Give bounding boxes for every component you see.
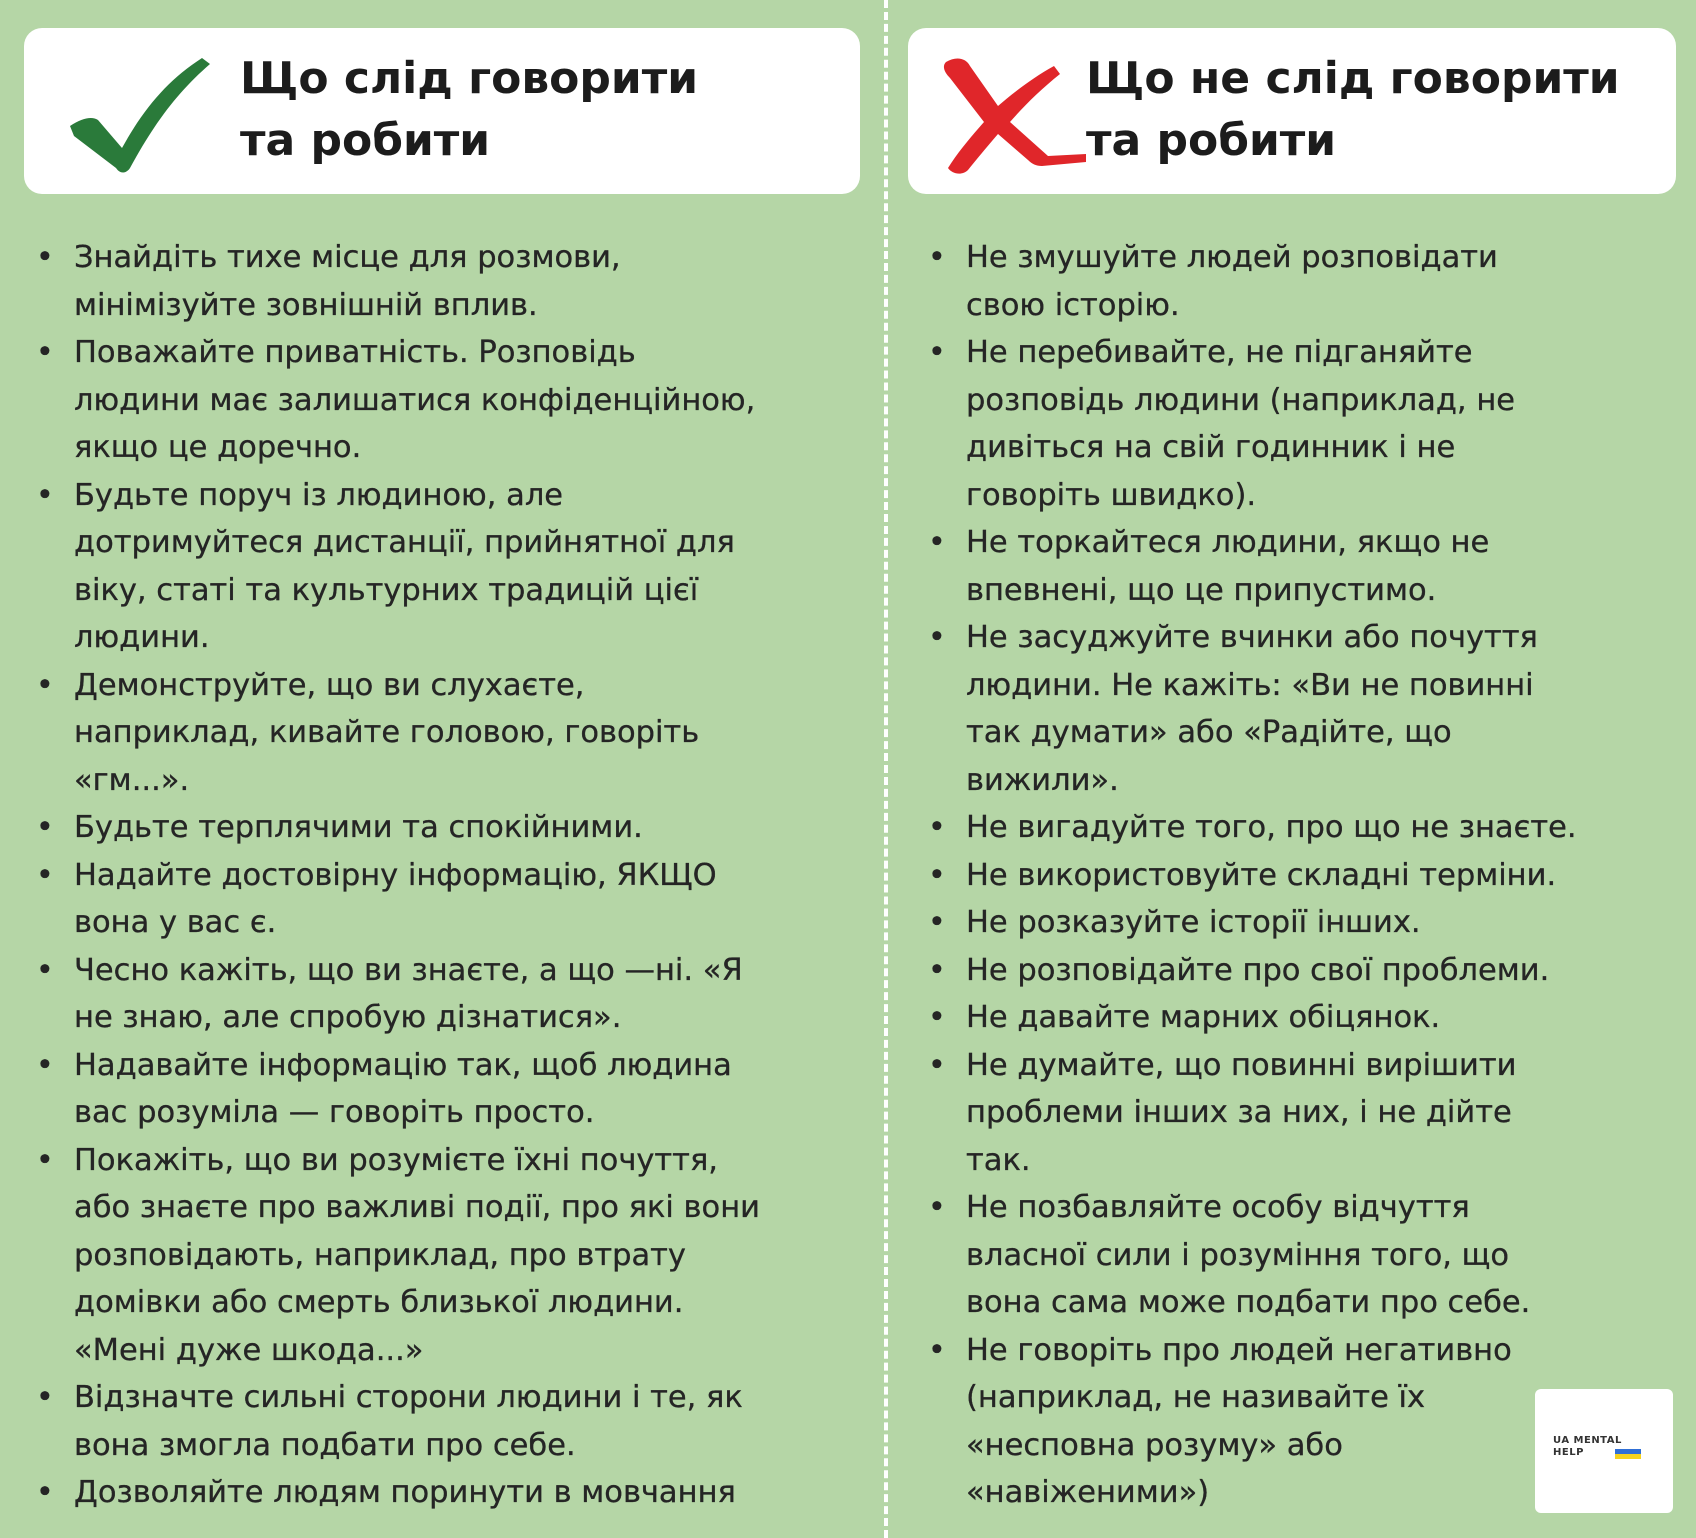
do-item-text: Надайте достовірну інформацію, ЯКЩО вона у вас є.: [74, 857, 717, 940]
do-item: [30, 1042, 860, 1137]
do-item-text: Демонструйте, що ви слухаєте, наприклад, кивайте головою, говоріть «гм...».: [74, 667, 700, 798]
dont-item-text: Не змушуйте людей розповідати свою історію.: [966, 240, 1498, 323]
do-item-text: Дозволяйте людям поринути в мовчання: [74, 1475, 736, 1510]
dont-item: [922, 804, 1676, 852]
dont-item: [922, 899, 1676, 947]
bullet-icon: •: [36, 240, 54, 275]
dont-item-text: Не говоріть про людей негативно (наприклад, не називайте їх «несповна розуму» або «навіженими»): [966, 1332, 1512, 1510]
bullet-icon: •: [36, 952, 54, 988]
do-item: [30, 1137, 860, 1375]
do-item: [30, 662, 860, 805]
dont-item: [922, 852, 1676, 900]
dont-item: [922, 519, 1676, 614]
bullet-icon: •: [928, 240, 946, 275]
dont-item: [922, 234, 1676, 329]
dont-list: [922, 234, 1676, 1517]
do-item-text: Надавайте інформацію так, щоб людина вас розуміла — говоріть просто.: [74, 1047, 732, 1130]
dont-item-text: Не позбавляйте особу відчуття власної сили і розуміння того, що вона сама може подбати про себе.: [966, 1190, 1531, 1320]
column-divider: [884, 0, 888, 1538]
dont-item-text: Не думайте, що повинні вирішити проблеми інших за них, і не дійте так.: [966, 1047, 1517, 1178]
do-title: Що слід говорити та робити: [240, 53, 699, 166]
logo-text: UA MENTAL HELP: [1553, 1435, 1622, 1458]
do-list: [30, 234, 860, 1517]
dont-item: [922, 1042, 1676, 1185]
do-item-text: Покажіть, що ви розумієте їхні почуття, або знаєте про важливі події, про які вони розповідають, наприклад, про втрату домівки або смерть близької людини. «Мені дуже шкода...»: [74, 1142, 760, 1368]
checkmark-icon: [64, 56, 214, 176]
ua-mental-help-logo: [1535, 1389, 1673, 1513]
dont-item: [922, 329, 1676, 519]
dont-column: [908, 28, 1676, 1517]
bullet-icon: •: [36, 1380, 54, 1415]
bullet-icon: •: [36, 1142, 54, 1178]
dont-item: [922, 1184, 1676, 1327]
dont-item-text: Не розказуйте історії інших.: [966, 905, 1421, 940]
bullet-icon: •: [928, 1332, 946, 1368]
do-item: [30, 852, 860, 947]
ua-flag-icon: [1615, 1449, 1641, 1459]
dont-item-text: Не давайте марних обіцянок.: [966, 1000, 1441, 1035]
bullet-icon: •: [928, 1047, 946, 1083]
bullet-icon: •: [928, 952, 946, 988]
bullet-icon: •: [36, 335, 54, 370]
bullet-icon: •: [928, 1190, 946, 1225]
bullet-icon: •: [36, 1475, 54, 1510]
bullet-icon: •: [928, 620, 946, 655]
dont-header-card: [908, 28, 1676, 194]
dont-item: [922, 614, 1676, 804]
bullet-icon: •: [36, 667, 54, 703]
bullet-icon: •: [36, 857, 54, 893]
cross-icon: [936, 54, 1086, 174]
bullet-icon: •: [928, 525, 946, 560]
dont-title: Що не слід говорити та робити: [1086, 53, 1620, 166]
dont-item: [922, 994, 1676, 1042]
do-item-text: Будьте поруч із людиною, але дотримуйтеся дистанції, прийнятної для віку, статі та культурних традицій цієї людини.: [74, 477, 735, 655]
bullet-icon: •: [928, 857, 946, 893]
dont-item-text: Не торкайтеся людини, якщо не впевнені, що це припустимо.: [966, 525, 1490, 608]
do-item-text: Чесно кажіть, що ви знаєте, а що —ні. «Я не знаю, але спробую дізнатися».: [74, 952, 743, 1035]
do-item-text: Відзначте сильні сторони людини і те, як вона змогла подбати про себе.: [74, 1380, 743, 1463]
bullet-icon: •: [36, 810, 54, 845]
do-item: [30, 329, 860, 472]
dont-item-text: Не перебивайте, не підганяйте розповідь людини (наприклад, не дивіться на свій годинник і не говоріть швидко).: [966, 335, 1516, 513]
dont-item: [922, 947, 1676, 995]
dont-item-text: Не використовуйте складні терміни.: [966, 857, 1557, 893]
do-item: [30, 234, 860, 329]
bullet-icon: •: [928, 905, 946, 940]
do-item: [30, 1374, 860, 1469]
dont-item-text: Не засуджуйте вчинки або почуття людини. Не кажіть: «Ви не повинні так думати» або «Радійте, що вижили».: [966, 620, 1538, 798]
do-item: [30, 947, 860, 1042]
do-item: [30, 804, 860, 852]
do-item-text: Будьте терплячими та спокійними.: [74, 810, 643, 845]
bullet-icon: •: [928, 810, 946, 845]
do-column: [24, 28, 860, 1517]
do-item-text: Знайдіть тихе місце для розмови, мінімізуйте зовнішній вплив.: [74, 240, 621, 323]
do-item: [30, 1469, 860, 1517]
dont-item-text: Не розповідайте про свої проблеми.: [966, 952, 1550, 988]
bullet-icon: •: [928, 335, 946, 370]
do-item: [30, 472, 860, 662]
do-header-card: [24, 28, 860, 194]
bullet-icon: •: [928, 1000, 946, 1035]
bullet-icon: •: [36, 477, 54, 513]
dont-item-text: Не вигадуйте того, про що не знаєте.: [966, 810, 1577, 845]
bullet-icon: •: [36, 1047, 54, 1083]
do-item-text: Поважайте приватність. Розповідь людини має залишатися конфіденційною, якщо це доречно.: [74, 335, 756, 465]
